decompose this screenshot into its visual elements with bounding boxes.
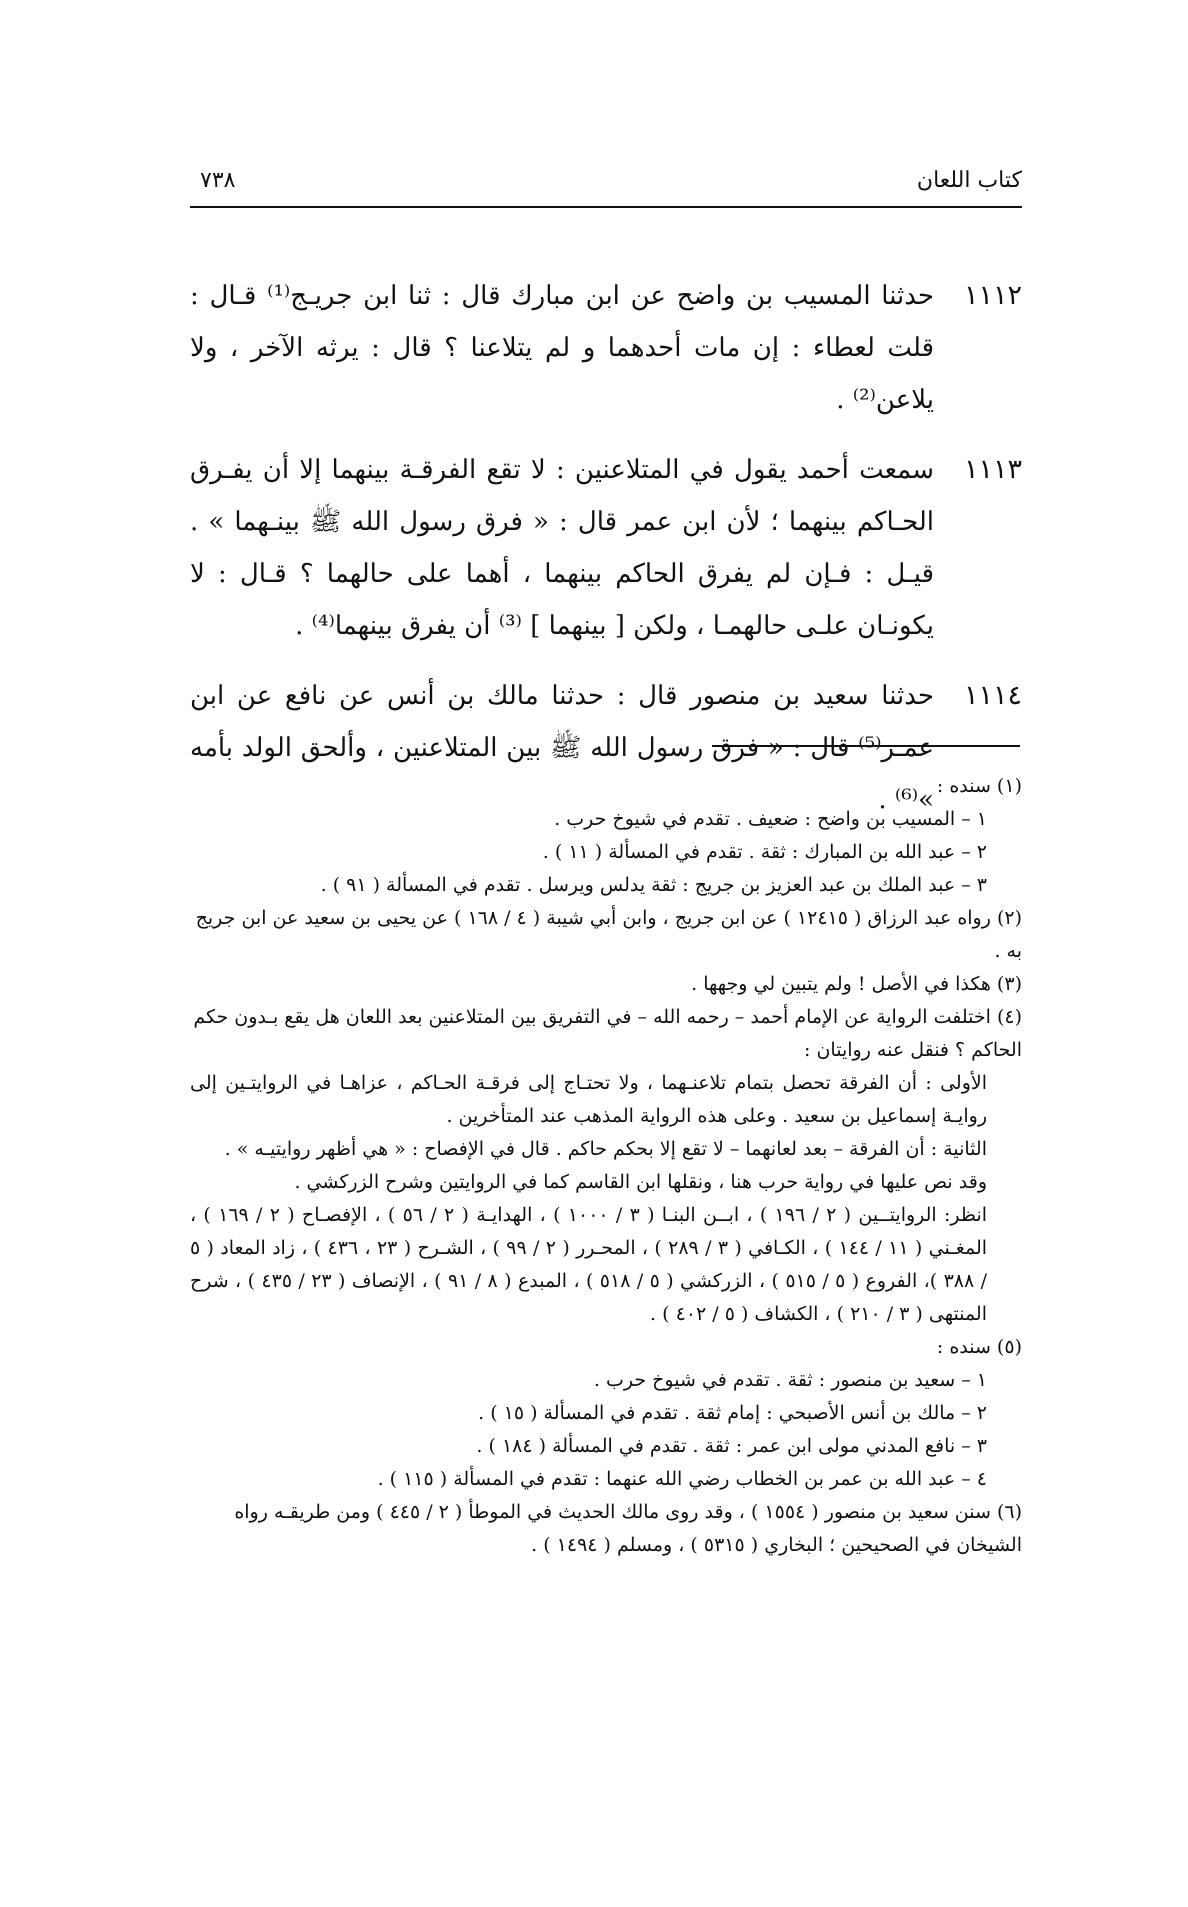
- footnote-1-item: ٢ – عبد الله بن المبارك : ثقة . تقدم في المسألة ( ١١ ) .: [542, 841, 987, 863]
- footnote-5-item: ٤ – عبد الله بن عمر بن الخطاب رضي الله عنهما : تقدم في المسألة ( ١١٥ ) .: [377, 1468, 987, 1490]
- page-header: [190, 166, 1022, 208]
- footnote-4-references: انظر: الروايتــين ( ٢ / ١٩٦ ) ، ابــن البنـا ( ٣ / ١٠٠٠ ) ، الهدايـة ( ٢ / ٥٦ ) ، الإفصـاح ( ٢ / ١٦٩ ) ، المغـني ( ١١ / ١٤٤ ) ، الكـافي ( ٣ / ٢٨٩ ) ، المحـرر ( ٢ / ٩٩ ) ، الشـرح ( ٢٣ ، ٤٣٦ ) ، زاد المعاد ( ٥ / ٣٨٨ )، الفروع ( ٥ / ٥١٥ ) ، الزركشي ( ٥ / ٥١٨ ) ، المبدع ( ٨ / ٩١ ) ، الإنصاف ( ٢٣ / ٤٣٥ ) ، شرح المنتهى ( ٣ / ٢١٠ ) ، الكشاف ( ٥ / ٤٠٢ ) .: [190, 1204, 988, 1325]
- footnote-1-item: ١ – المسيب بن واضح : ضعيف . تقدم في شيوخ حرب .: [554, 808, 987, 830]
- footnote-1-head: (١) سنده :: [936, 775, 1022, 797]
- entry-text: سمعت أحمد يقول في المتلاعنين : لا تقع الفرقـة بينهما إلا أن يفـرق الحـاكم بينهما ؛ لأن ابن عمر قال : « فرق رسول الله ﷺ بينـهما » . قيـل : فـإن لم يفرق الحاكم بينهما ، أهما على حالهما ؟ قـال : لا يكونـان علـى حالهمـا ، ولكن [ بينهما ] ⁽³⁾ أن يفرق بينهما⁽⁴⁾ .: [190, 455, 934, 641]
- entry-1112: [190, 270, 1022, 426]
- footnote-6: (٦) سنن سعيد بن منصور ( ١٥٥٤ ) ، وقد روى مالك الحديث في الموطأ ( ٢ / ٤٤٥ ) ومن طريقـه رواه الشيخان في الصحيحين ؛ البخاري ( ٥٣١٥ ) ، ومسلم ( ١٤٩٤ ) .: [234, 1501, 1022, 1556]
- entry-text: حدثنا المسيب بن واضح عن ابن مبارك قال : ثنا ابن جريـج⁽¹⁾ قـال : قلت لعطاء : إن مات أحدهما و لم يتلاعنا ؟ قال : يرثه الآخر ، ولا يلاعن⁽²⁾ .: [190, 281, 934, 415]
- footnote-4-para: الأولى : أن الفرقة تحصل بتمام تلاعنـهما ، ولا تحتـاج إلى فرقـة الحـاكم ، عزاهـا في الروايتـين إلى روايـة إسماعيل بن سعيد . وعلى هذه الرواية المذهب عند المتأخرين .: [190, 1072, 987, 1127]
- footnote-5-item: ٣ – نافع المدني مولى ابن عمر : ثقة . تقدم في المسألة ( ١٨٤ ) .: [476, 1435, 987, 1457]
- footnotes: [190, 770, 1022, 1562]
- footnote-4-para: الثانية : أن الفرقة – بعد لعانهما – لا تقع إلا بحكم حاكم . قال في الإفصاح : « هي أظهر روايتيـه » .: [224, 1138, 987, 1160]
- entry-number: ١١١٢: [963, 280, 1022, 311]
- footnote-4-para: وقد نص عليها في رواية حرب هنا ، ونقلها ابن القاسم كما في الروايتين وشرح الزركشي .: [294, 1171, 987, 1193]
- page-number: ٧٣٨: [200, 168, 236, 193]
- footnote-5-item: ١ – سعيد بن منصور : ثقة . تقدم في شيوخ حرب .: [593, 1369, 987, 1391]
- entry-number: ١١١٤: [963, 680, 1022, 711]
- entry-number: ١١١٣: [963, 454, 1022, 485]
- book-title: كتاب اللعان: [916, 168, 1022, 193]
- footnote-5-head: (٥) سنده :: [936, 1336, 1022, 1358]
- main-text: [190, 270, 1022, 844]
- footnote-5-item: ٢ – مالك بن أنس الأصبحي : إمام ثقة . تقدم في المسألة ( ١٥ ) .: [478, 1402, 987, 1424]
- footnote-4-head: (٤) اختلفت الرواية عن الإمام أحمد – رحمه الله – في التفريق بين المتلاعنين بعد اللعان هل يقع بـدون حكم الحاكم ؟ فنقل عنه روايتان :: [193, 1006, 1022, 1061]
- footnote-separator: [712, 745, 1020, 747]
- footnote-1-item: ٣ – عبد الملك بن عبد العزيز بن جريج : ثقة يدلس ويرسل . تقدم في المسألة ( ٩١ ) .: [320, 874, 987, 896]
- entry-1113: [190, 444, 1022, 652]
- footnote-2: (٢) رواه عبد الرزاق ( ١٢٤١٥ ) عن ابن جريج ، وابن أبي شيبة ( ٤ / ١٦٨ ) عن يحيى بن سعيد عن ابن جريج به .: [195, 907, 1022, 962]
- footnote-3: (٣) هكذا في الأصل ! ولم يتبين لي وجهها .: [691, 973, 1022, 995]
- entry-text: حدثنا سعيد بن منصور قال : حدثنا مالك بن أنس عن نافع عن ابن عمـر⁽⁵⁾ قال : « فرق رسول الله ﷺ بين المتلاعنين ، وألحق الولد بأمه »⁽⁶⁾ .: [190, 681, 934, 815]
